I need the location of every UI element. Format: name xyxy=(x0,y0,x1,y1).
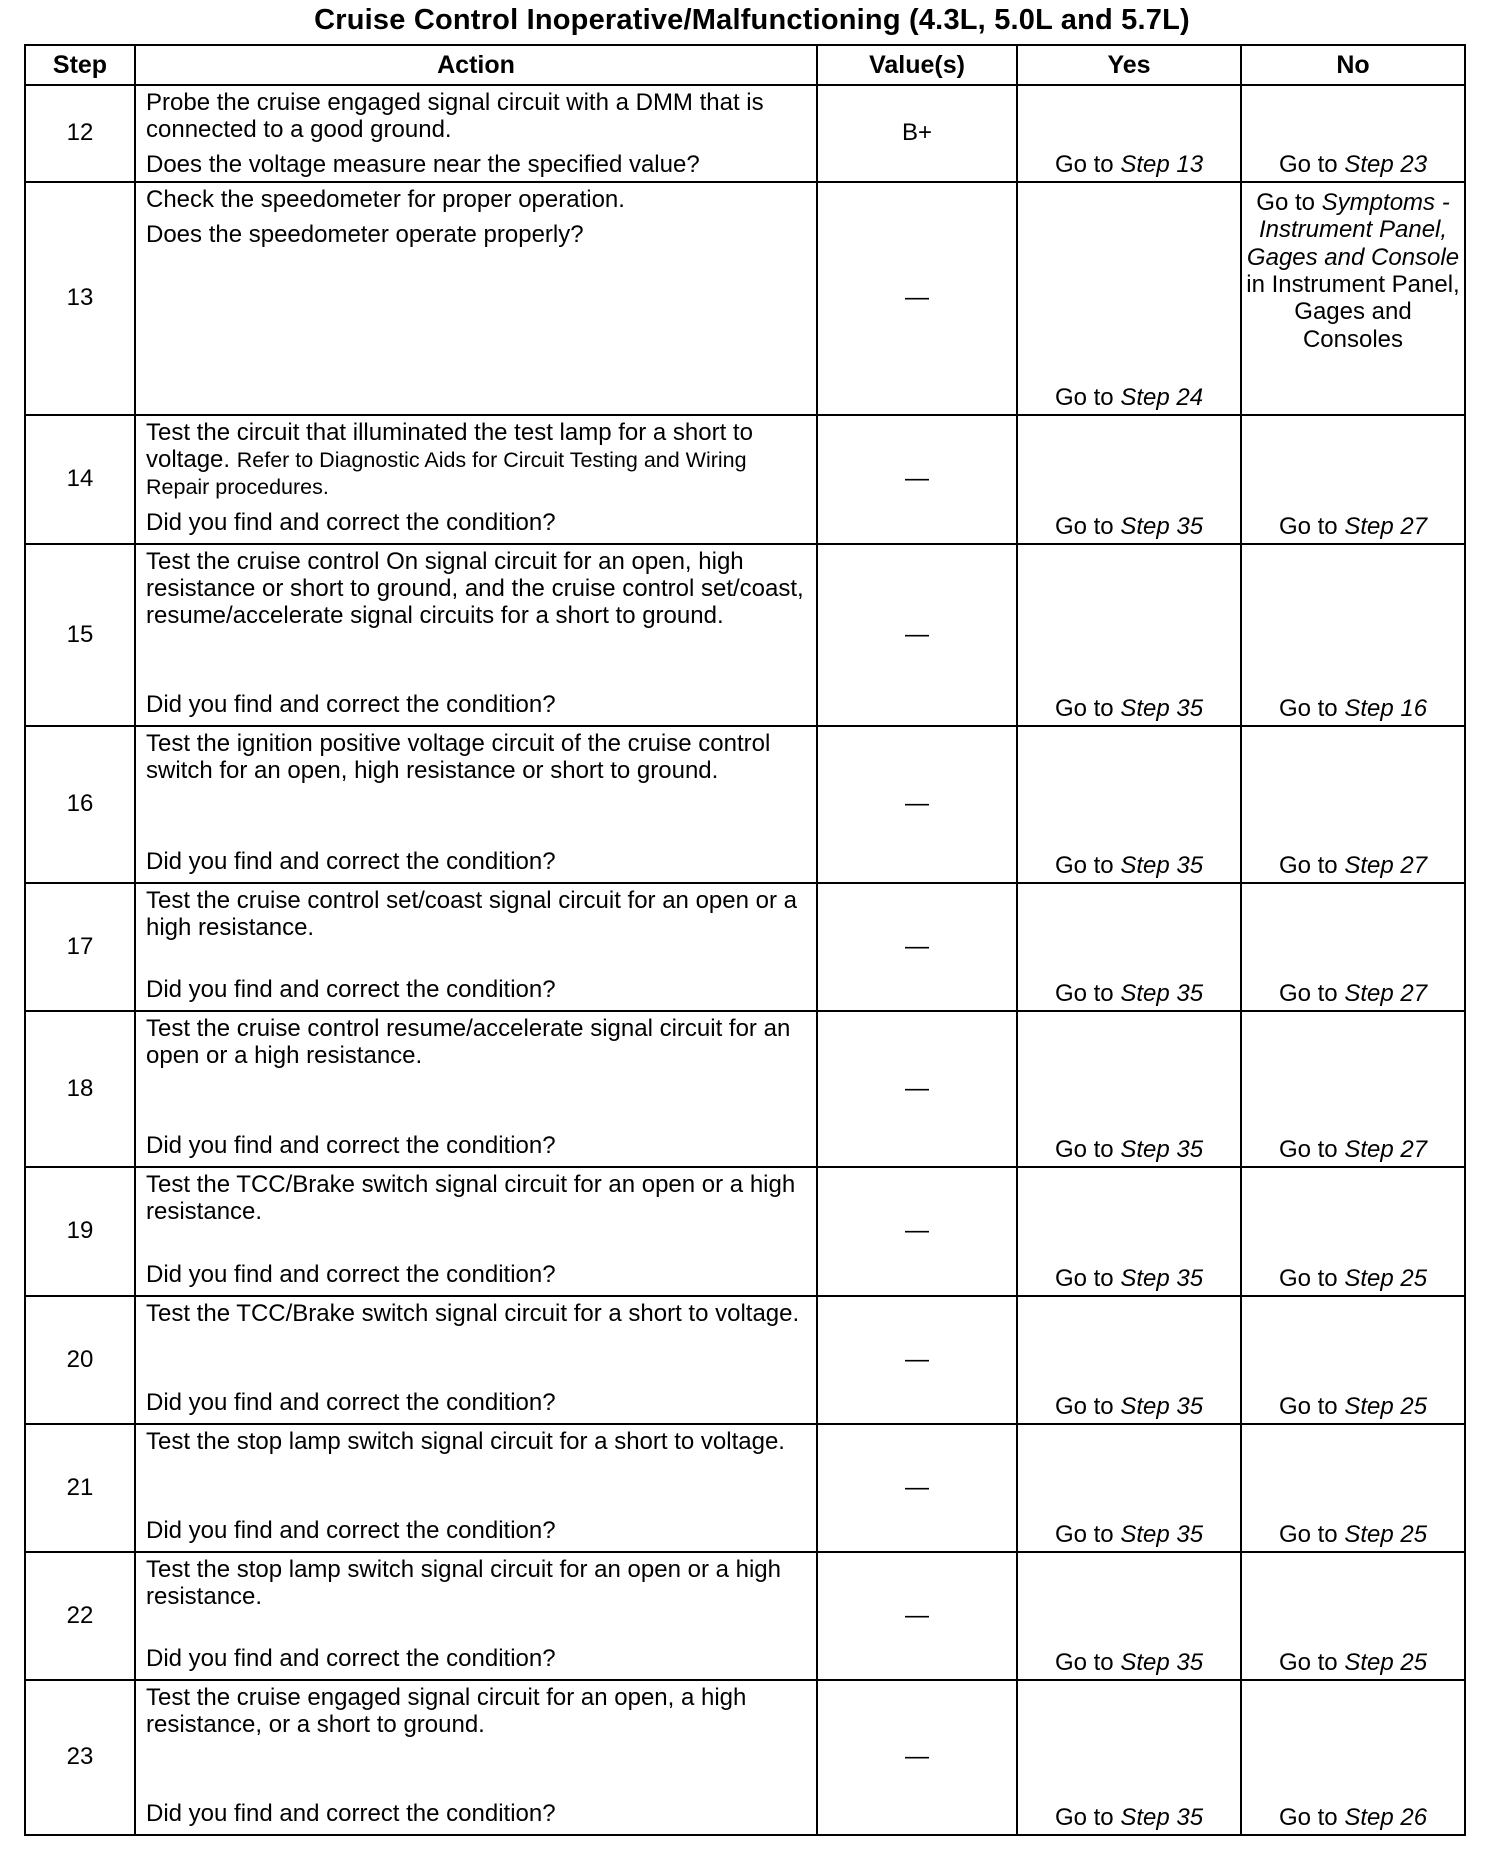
yes-step-link: Step 35 xyxy=(1120,1804,1204,1832)
yes-cell xyxy=(1017,544,1241,726)
header-yes: Yes xyxy=(1017,45,1241,85)
value-cell: — xyxy=(817,883,1017,1011)
action-cell xyxy=(135,1424,817,1552)
yes-step-link: Step 35 xyxy=(1120,980,1204,1008)
table-row xyxy=(25,1680,1465,1835)
table-row xyxy=(25,1296,1465,1424)
step-number: 16 xyxy=(25,726,135,883)
step-number: 15 xyxy=(25,544,135,726)
no-cell xyxy=(1241,182,1465,415)
no-step-link: Step 27 xyxy=(1344,1136,1428,1164)
no-cell xyxy=(1241,544,1465,726)
table-row xyxy=(25,544,1465,726)
no-cell xyxy=(1241,1680,1465,1835)
value-cell: — xyxy=(817,182,1017,415)
header-row xyxy=(25,45,1465,85)
value-cell: — xyxy=(817,1296,1017,1424)
yes-prefix: Go to xyxy=(1054,513,1121,541)
no-step-link: Step 27 xyxy=(1344,980,1428,1008)
action-cell xyxy=(135,1552,817,1680)
action-cell xyxy=(135,1680,817,1835)
action-question: Did you find and correct the condition? xyxy=(146,848,556,876)
value-cell: — xyxy=(817,726,1017,883)
action-text: Test the cruise control resume/accelerate signal circuit for an open or a high resistance. xyxy=(146,1015,791,1069)
table-row xyxy=(25,1167,1465,1296)
action-cell xyxy=(135,1011,817,1167)
step-number: 22 xyxy=(25,1552,135,1680)
yes-prefix: Go to xyxy=(1054,1804,1121,1832)
no-prefix: Go to xyxy=(1278,695,1345,723)
no-step-link: Step 23 xyxy=(1344,151,1428,179)
yes-cell xyxy=(1017,1296,1241,1424)
step-number: 19 xyxy=(25,1167,135,1296)
yes-cell xyxy=(1017,883,1241,1011)
action-text: Probe the cruise engaged signal circuit with a DMM that is connected to a good ground. xyxy=(146,89,764,143)
yes-prefix: Go to xyxy=(1054,980,1121,1008)
value-cell: — xyxy=(817,1011,1017,1167)
action-cell xyxy=(135,1167,817,1296)
table-row xyxy=(25,182,1465,415)
no-prefix: Go to xyxy=(1278,1804,1345,1832)
action-question: Did you find and correct the condition? xyxy=(146,1800,556,1828)
yes-cell xyxy=(1017,726,1241,883)
yes-prefix: Go to xyxy=(1054,1136,1121,1164)
action-cell xyxy=(135,415,817,544)
action-question: Did you find and correct the condition? xyxy=(146,976,556,1004)
table-row xyxy=(25,415,1465,544)
no-step-link: Step 26 xyxy=(1344,1804,1428,1832)
action-text: Test the TCC/Brake switch signal circuit for an open or a high resistance. xyxy=(146,1171,796,1225)
yes-cell xyxy=(1017,1167,1241,1296)
action-text: Check the speedometer for proper operation. xyxy=(146,186,625,213)
no-prefix: Go to xyxy=(1256,189,1322,216)
yes-step-link: Step 35 xyxy=(1120,1136,1204,1164)
no-prefix: Go to xyxy=(1278,852,1345,880)
no-prefix: Go to xyxy=(1278,1393,1345,1421)
yes-step-link: Step 35 xyxy=(1120,852,1204,880)
table-row xyxy=(25,726,1465,883)
yes-prefix: Go to xyxy=(1054,151,1121,179)
yes-step-link: Step 35 xyxy=(1120,1649,1204,1677)
yes-prefix: Go to xyxy=(1054,1521,1121,1549)
yes-cell xyxy=(1017,1552,1241,1680)
no-prefix: Go to xyxy=(1278,513,1345,541)
yes-step-link: Step 13 xyxy=(1120,151,1204,179)
action-question: Did you find and correct the condition? xyxy=(146,1517,556,1545)
no-cell xyxy=(1241,1424,1465,1552)
yes-step-link: Step 35 xyxy=(1120,695,1204,723)
action-text xyxy=(146,420,806,501)
value-cell: — xyxy=(817,1167,1017,1296)
action-cell xyxy=(135,726,817,883)
action-question: Did you find and correct the condition? xyxy=(146,1261,556,1289)
no-cell xyxy=(1241,1167,1465,1296)
yes-prefix: Go to xyxy=(1054,1265,1121,1293)
action-text: Test the cruise control set/coast signal circuit for an open or a high resistance. xyxy=(146,887,797,941)
action-question: Did you find and correct the condition? xyxy=(146,1645,556,1673)
no-cell xyxy=(1241,1552,1465,1680)
action-question: Does the speedometer operate properly? xyxy=(146,220,584,248)
step-number: 23 xyxy=(25,1680,135,1835)
action-question: Does the voltage measure near the specified value? xyxy=(146,150,700,178)
value-cell: — xyxy=(817,415,1017,544)
yes-prefix: Go to xyxy=(1054,1393,1121,1421)
no-step-link: Step 16 xyxy=(1344,695,1428,723)
action-main: Test the circuit that illuminated the test lamp for a short to voltage. xyxy=(146,419,753,473)
yes-step-link: Step 24 xyxy=(1120,384,1204,412)
no-cell xyxy=(1241,1296,1465,1424)
step-number: 18 xyxy=(25,1011,135,1167)
no-prefix: Go to xyxy=(1278,1136,1345,1164)
action-note: Refer to Diagnostic Aids for Circuit Testing and Wiring Repair procedures. xyxy=(146,447,747,499)
yes-step-link: Step 35 xyxy=(1120,513,1204,541)
action-text: Test the TCC/Brake switch signal circuit for a short to voltage. xyxy=(146,1300,800,1327)
yes-cell xyxy=(1017,415,1241,544)
header-values: Value(s) xyxy=(817,45,1017,85)
yes-prefix: Go to xyxy=(1054,1649,1121,1677)
action-cell xyxy=(135,182,817,415)
yes-step-link: Step 35 xyxy=(1120,1393,1204,1421)
value-cell: — xyxy=(817,544,1017,726)
value-cell: B+ xyxy=(817,85,1017,182)
no-step-link: Step 25 xyxy=(1344,1649,1428,1677)
action-text: Test the stop lamp switch signal circuit for an open or a high resistance. xyxy=(146,1556,781,1610)
value-cell: — xyxy=(817,1680,1017,1835)
yes-step-link: Step 35 xyxy=(1120,1521,1204,1549)
action-cell xyxy=(135,883,817,1011)
action-text: Test the ignition positive voltage circuit of the cruise control switch for an open, high resistance or short to ground. xyxy=(146,730,771,784)
step-number: 13 xyxy=(25,182,135,415)
no-reference-link: Symptoms - Instrument Panel, Gages and Console xyxy=(1246,189,1460,271)
no-cell xyxy=(1241,415,1465,544)
yes-prefix: Go to xyxy=(1054,852,1121,880)
no-reference-suffix: in Instrument Panel, Gages and Consoles xyxy=(1246,271,1460,353)
no-step-link: Step 25 xyxy=(1344,1393,1428,1421)
no-cell xyxy=(1241,1011,1465,1167)
table-row xyxy=(25,85,1465,182)
table-row xyxy=(25,1424,1465,1552)
yes-cell xyxy=(1017,85,1241,182)
action-cell xyxy=(135,1296,817,1424)
action-text: Test the cruise engaged signal circuit for an open, a high resistance, or a short to ground. xyxy=(146,1684,747,1738)
yes-cell xyxy=(1017,1011,1241,1167)
header-no: No xyxy=(1241,45,1465,85)
step-number: 12 xyxy=(25,85,135,182)
no-step-link: Step 27 xyxy=(1344,852,1428,880)
header-action: Action xyxy=(135,45,817,85)
no-cell xyxy=(1241,726,1465,883)
document-title: Cruise Control Inoperative/Malfunctioning (4.3L, 5.0L and 5.7L) xyxy=(314,4,1190,36)
yes-cell xyxy=(1017,1424,1241,1552)
no-cell xyxy=(1241,883,1465,1011)
no-prefix: Go to xyxy=(1278,1265,1345,1293)
action-cell xyxy=(135,544,817,726)
value-cell: — xyxy=(817,1424,1017,1552)
action-question: Did you find and correct the condition? xyxy=(146,691,556,719)
table-row xyxy=(25,1011,1465,1167)
step-number: 21 xyxy=(25,1424,135,1552)
yes-cell xyxy=(1017,1680,1241,1835)
yes-prefix: Go to xyxy=(1054,384,1121,412)
no-step-link: Step 27 xyxy=(1344,513,1428,541)
no-step-link: Step 25 xyxy=(1344,1265,1428,1293)
diagnostic-table xyxy=(24,44,1466,1836)
action-question: Did you find and correct the condition? xyxy=(146,1132,556,1160)
action-text: Test the cruise control On signal circuit for an open, high resistance or short to ground, and the cruise control set/coast, resume/accelerate signal circuits for a short to ground. xyxy=(146,548,804,629)
no-step-link: Step 25 xyxy=(1344,1521,1428,1549)
no-cell xyxy=(1241,85,1465,182)
step-number: 20 xyxy=(25,1296,135,1424)
table-row xyxy=(25,883,1465,1011)
no-prefix: Go to xyxy=(1278,980,1345,1008)
action-text: Test the stop lamp switch signal circuit for a short to voltage. xyxy=(146,1428,785,1455)
step-number: 14 xyxy=(25,415,135,544)
table-row xyxy=(25,1552,1465,1680)
yes-prefix: Go to xyxy=(1054,695,1121,723)
value-cell: — xyxy=(817,1552,1017,1680)
no-prefix: Go to xyxy=(1278,151,1345,179)
yes-step-link: Step 35 xyxy=(1120,1265,1204,1293)
action-question: Did you find and correct the condition? xyxy=(146,1389,556,1417)
no-prefix: Go to xyxy=(1278,1521,1345,1549)
action-question: Did you find and correct the condition? xyxy=(146,509,556,537)
header-step: Step xyxy=(25,45,135,85)
action-cell xyxy=(135,85,817,182)
step-number: 17 xyxy=(25,883,135,1011)
yes-cell xyxy=(1017,182,1241,415)
no-prefix: Go to xyxy=(1278,1649,1345,1677)
